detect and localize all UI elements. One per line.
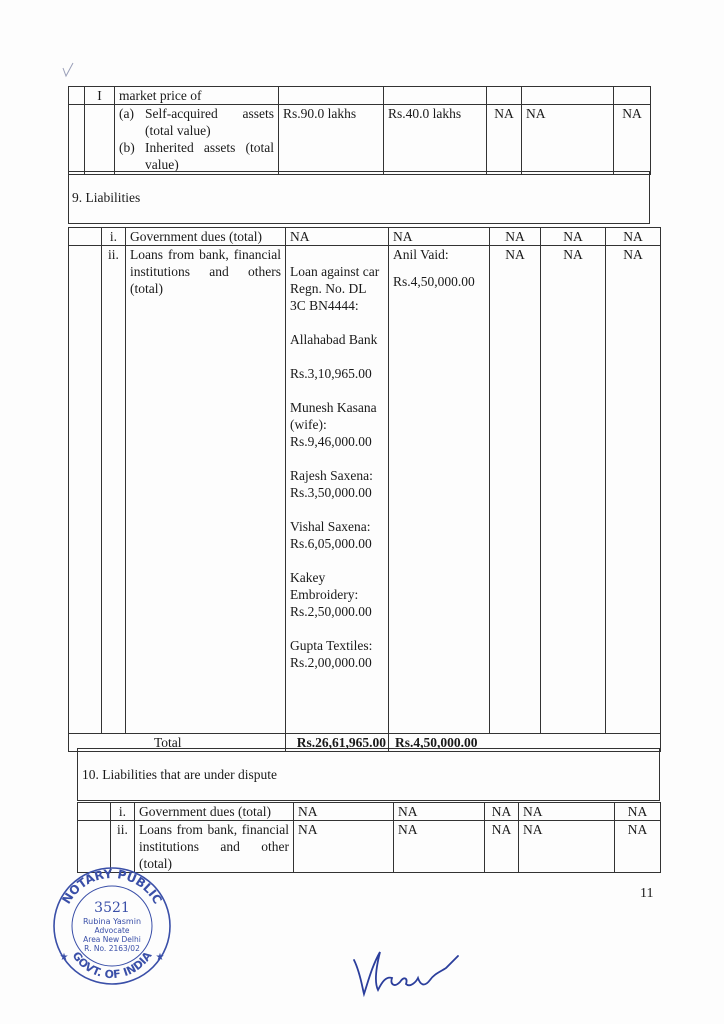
value-dependent-1: NA [485,821,519,873]
section-10-title-table [77,748,660,801]
loan-entry [290,467,384,501]
value-dependent-2: NA [522,105,614,175]
disputed-liabilities-table [77,802,661,873]
value-dependent-3: NA [614,105,651,175]
empty-cell [384,87,487,105]
value-dependent-1: NA [490,246,541,734]
value-self: NA [294,803,394,821]
value-spouse: NA [394,803,485,821]
loan-entry [290,263,384,314]
empty-cell [279,87,384,105]
sub-item [119,139,274,173]
value-dependent-1: NA [490,228,541,246]
loan-name: Kakey Embroidery: [290,570,359,602]
value-self: Rs.90.0 lakhs [279,105,384,175]
empty-cell [614,87,651,105]
section-9-title-table [68,171,650,224]
value-dependent-3: NA [606,246,661,734]
row-label: Loans from bank, financial institutions and other (total) [135,821,294,873]
empty-cell [522,87,614,105]
notary-seal-stamp [50,864,174,988]
sub-items-list [119,105,274,173]
total-label: Total [69,734,286,752]
seal-area: Area New Delhi [83,935,141,944]
sub-item-text: Self-acquired assets (total value) [145,106,274,138]
sub-item [119,105,274,139]
loans-list-self [286,246,389,734]
loan-amount: Rs.2,50,000.00 [290,604,372,619]
loan-amount: Rs.2,00,000.00 [290,655,372,670]
empty-cell [78,803,111,821]
loan-entry [290,331,384,382]
empty-cell [487,87,522,105]
row-number: I [85,87,115,105]
empty-cell [69,228,102,246]
seal-star-right: ★ [155,952,165,963]
table-row [78,803,661,821]
loan-name: Gupta Textiles: [290,638,373,653]
total-self: Rs.26,61,965.00 [286,734,389,752]
loan-entry [290,518,384,552]
loan-name: Vishal Saxena: [290,519,371,534]
empty-cell [69,87,85,105]
row-label: Government dues (total) [126,228,286,246]
sub-item-text: Inherited assets (total value) [145,140,274,172]
row-label: Loans from bank, financial institutions and others (total) [126,246,286,734]
liabilities-table [68,227,661,752]
loan-name: Anil Vaid: [393,247,449,262]
table-row [69,246,661,734]
total-spouse: Rs.4,50,000.00 [389,734,661,752]
loan-amount: Rs.4,50,000.00 [393,274,475,289]
table-row [69,228,661,246]
sub-items-cell [115,105,279,175]
loan-name: Allahabad Bank [290,332,378,347]
value-dependent-2: NA [519,821,615,873]
sub-item-marker: (b) [119,140,135,155]
value-spouse: NA [394,821,485,873]
empty-cell [69,246,102,734]
seal-name: Rubina Yasmin [82,917,142,926]
value-dependent-3: NA [615,821,661,873]
seal-bottom-text: GOVT. OF INDIA [69,949,155,982]
seal-star-left: ★ [59,952,69,963]
value-self: NA [286,228,389,246]
loan-entry [290,399,384,450]
value-dependent-2: NA [541,228,606,246]
row-label: market price of [115,87,279,105]
value-dependent-1: NA [485,803,519,821]
loans-spouse [389,246,490,734]
loan-amount: Rs.9,46,000.00 [290,434,372,449]
page-number: 11 [640,886,654,901]
seal-top-text: NOTARY PUBLIC [59,866,165,907]
loan-entry [290,569,384,620]
handwritten-signature [350,942,462,998]
loan-name: Loan against car Regn. No. DL 3C BN4444: [290,264,380,313]
loan-amount: Rs.3,50,000.00 [290,485,372,500]
loan-name: Munesh Kasana (wife): [290,400,377,432]
loan-amount: Rs.6,05,000.00 [290,536,372,551]
seal-number: 3521 [94,900,130,916]
empty-cell [85,105,115,175]
pencil-tick-mark [62,62,74,78]
loan-name: Rajesh Saxena: [290,468,373,483]
value-spouse: Rs.40.0 lakhs [384,105,487,175]
value-dependent-2: NA [519,803,615,821]
value-self: NA [294,821,394,873]
assets-market-price-table [68,86,651,175]
empty-cell [69,105,85,175]
value-dependent-3: NA [606,228,661,246]
value-spouse: NA [389,228,490,246]
value-dependent-2: NA [541,246,606,734]
row-number: i. [111,803,135,821]
row-label: Government dues (total) [135,803,294,821]
loan-entry [290,637,384,671]
row-number: ii. [111,821,135,873]
value-dependent-1: NA [487,105,522,175]
row-number: ii. [102,246,126,734]
sub-item-marker: (a) [119,106,134,121]
seal-reg: R. No. 2163/02 [84,944,140,953]
section-9-title: 9. Liabilities [69,172,650,224]
value-dependent-3: NA [615,803,661,821]
section-10-title: 10. Liabilities that are under dispute [78,749,660,801]
seal-role: Advocate [94,926,130,935]
loan-amount: Rs.3,10,965.00 [290,366,372,381]
row-number: i. [102,228,126,246]
